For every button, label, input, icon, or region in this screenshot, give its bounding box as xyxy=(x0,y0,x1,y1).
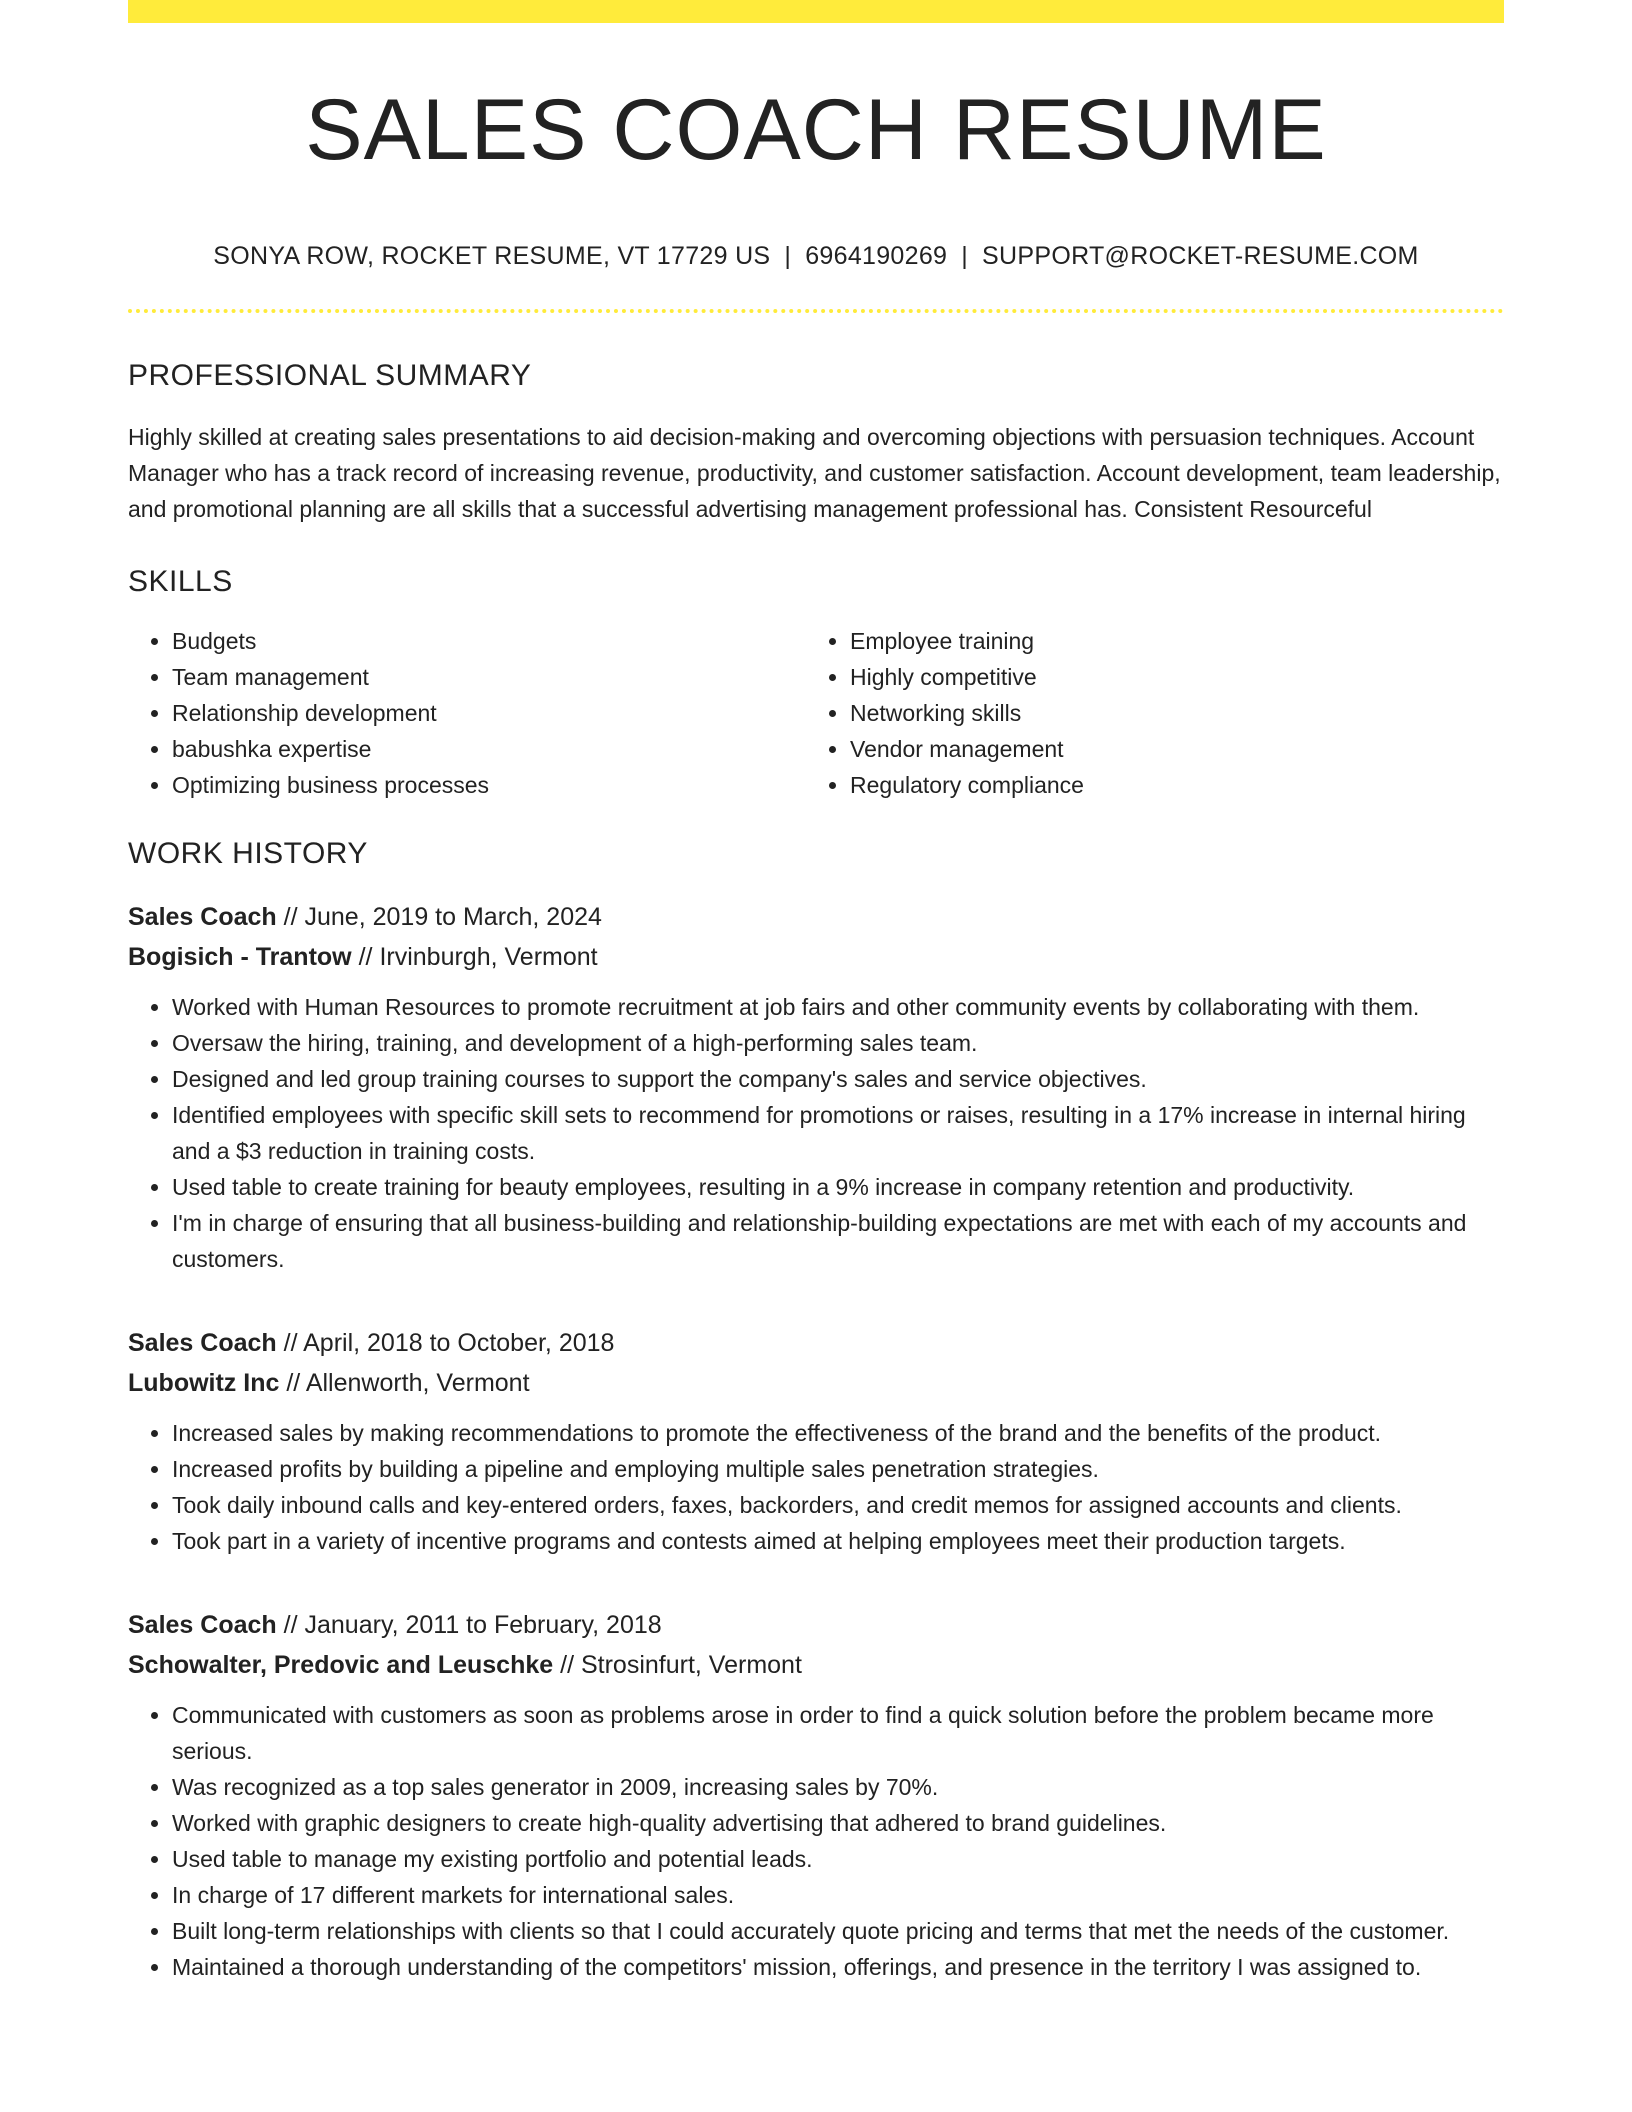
job-company-line xyxy=(128,937,1504,977)
job-bullet: • Worked with graphic designers to create high-quality advertising that adhered to brand guidelines. xyxy=(172,1805,1504,1841)
job-title-line xyxy=(128,1323,1504,1363)
job-location: Allenworth, Vermont xyxy=(305,1368,530,1397)
contact-separator: | xyxy=(961,241,969,270)
job-entry xyxy=(128,1605,1504,1985)
job-location: Strosinfurt, Vermont xyxy=(580,1650,802,1679)
job-company: Bogisich - Trantow xyxy=(128,942,352,971)
skill-item: • Regulatory compliance xyxy=(850,767,1484,803)
job-divider: // xyxy=(283,1610,298,1639)
job-company: Lubowitz Inc xyxy=(128,1368,280,1397)
job-title: Sales Coach xyxy=(128,902,277,931)
job-dates: April, 2018 to October, 2018 xyxy=(303,1328,615,1357)
job-location: Irvinburgh, Vermont xyxy=(379,942,598,971)
skill-item: • Budgets xyxy=(172,623,806,659)
job-bullet: • Took daily inbound calls and key-entered orders, faxes, backorders, and credit memos for assigned accounts and clients. xyxy=(172,1487,1504,1523)
job-divider: // xyxy=(560,1650,575,1679)
job-bullet: • Increased sales by making recommendations to promote the effectiveness of the brand and the benefits of the product. xyxy=(172,1415,1504,1451)
job-bullet: • Used table to manage my existing portfolio and potential leads. xyxy=(172,1841,1504,1877)
job-bullet: • In charge of 17 different markets for international sales. xyxy=(172,1877,1504,1913)
work-history-heading: WORK HISTORY xyxy=(128,836,368,870)
job-company-line xyxy=(128,1363,1504,1403)
skill-item: • Employee training xyxy=(850,623,1484,659)
job-bullet: • Used table to create training for beauty employees, resulting in a 9% increase in company retention and productivity. xyxy=(172,1169,1504,1205)
job-bullet: • I'm in charge of ensuring that all business-building and relationship-building expectations are met with each of my accounts and customers. xyxy=(172,1205,1504,1277)
contact-address: SONYA ROW, ROCKET RESUME, VT 17729 US xyxy=(213,241,771,270)
job-company: Schowalter, Predovic and Leuschke xyxy=(128,1650,554,1679)
skill-item: • Vendor management xyxy=(850,731,1484,767)
job-bullets xyxy=(128,1697,1504,1985)
skill-item: • babushka expertise xyxy=(172,731,806,767)
summary-text: Highly skilled at creating sales presentations to aid decision-making and overcoming objections with persuasion techniques. Account Manager who has a track record of increasing revenue, productivity, and customer satisfaction. Account development, team leadership, and promotional planning are all skills that a successful advertising management professional has. Consistent Resourceful xyxy=(128,423,1501,522)
skill-item: • Relationship development xyxy=(172,695,806,731)
job-entry xyxy=(128,897,1504,1277)
resume-page xyxy=(128,0,1504,1985)
skills-heading: SKILLS xyxy=(128,564,233,598)
job-dates: June, 2019 to March, 2024 xyxy=(304,902,602,931)
skill-item: • Highly competitive xyxy=(850,659,1484,695)
skill-item: • Team management xyxy=(172,659,806,695)
contact-phone: 6964190269 xyxy=(805,241,948,270)
skill-item: • Networking skills xyxy=(850,695,1484,731)
job-bullet: • Built long-term relationships with clients so that I could accurately quote pricing and terms that met the needs of the customer. xyxy=(172,1913,1504,1949)
job-title-line xyxy=(128,897,1504,937)
job-bullet: • Oversaw the hiring, training, and development of a high-performing sales team. xyxy=(172,1025,1504,1061)
job-bullet: • Worked with Human Resources to promote recruitment at job fairs and other community events by collaborating with them. xyxy=(172,989,1504,1025)
job-entry xyxy=(128,1323,1504,1559)
job-bullet: • Took part in a variety of incentive programs and contests aimed at helping employees meet their production targets. xyxy=(172,1523,1504,1559)
dotted-divider xyxy=(128,309,1504,313)
job-bullet: • Was recognized as a top sales generator in 2009, increasing sales by 70%. xyxy=(172,1769,1504,1805)
job-bullet: • Communicated with customers as soon as problems arose in order to find a quick solution before the problem became more serious. xyxy=(172,1697,1504,1769)
job-title-line xyxy=(128,1605,1504,1645)
job-title: Sales Coach xyxy=(128,1328,277,1357)
job-bullets xyxy=(128,989,1504,1277)
page-title: SALES COACH RESUME xyxy=(305,82,1327,178)
job-divider: // xyxy=(286,1368,301,1397)
job-bullets xyxy=(128,1415,1504,1559)
skills-list-left xyxy=(128,623,806,803)
job-bullet: • Identified employees with specific skill sets to recommend for promotions or raises, resulting in a 17% increase in internal hiring and a $3 reduction in training costs. xyxy=(172,1097,1504,1169)
job-bullet: • Maintained a thorough understanding of the competitors' mission, offerings, and presence in the territory I was assigned to. xyxy=(172,1949,1504,1985)
skills-list-right xyxy=(806,623,1484,803)
job-divider: // xyxy=(358,942,373,971)
job-bullet: • Designed and led group training courses to support the company's sales and service objectives. xyxy=(172,1061,1504,1097)
contact-line xyxy=(128,242,1504,271)
skills-columns xyxy=(128,623,1504,803)
skill-item: • Optimizing business processes xyxy=(172,767,806,803)
accent-top-bar xyxy=(128,0,1504,23)
job-dates: January, 2011 to February, 2018 xyxy=(304,1610,662,1639)
job-bullet: • Increased profits by building a pipeline and employing multiple sales penetration strategies. xyxy=(172,1451,1504,1487)
job-company-line xyxy=(128,1645,1504,1685)
summary-heading: PROFESSIONAL SUMMARY xyxy=(128,358,532,392)
job-divider: // xyxy=(283,902,298,931)
job-divider: // xyxy=(283,1328,298,1357)
contact-email: SUPPORT@ROCKET-RESUME.COM xyxy=(982,241,1419,270)
job-title: Sales Coach xyxy=(128,1610,277,1639)
contact-separator: | xyxy=(784,241,792,270)
